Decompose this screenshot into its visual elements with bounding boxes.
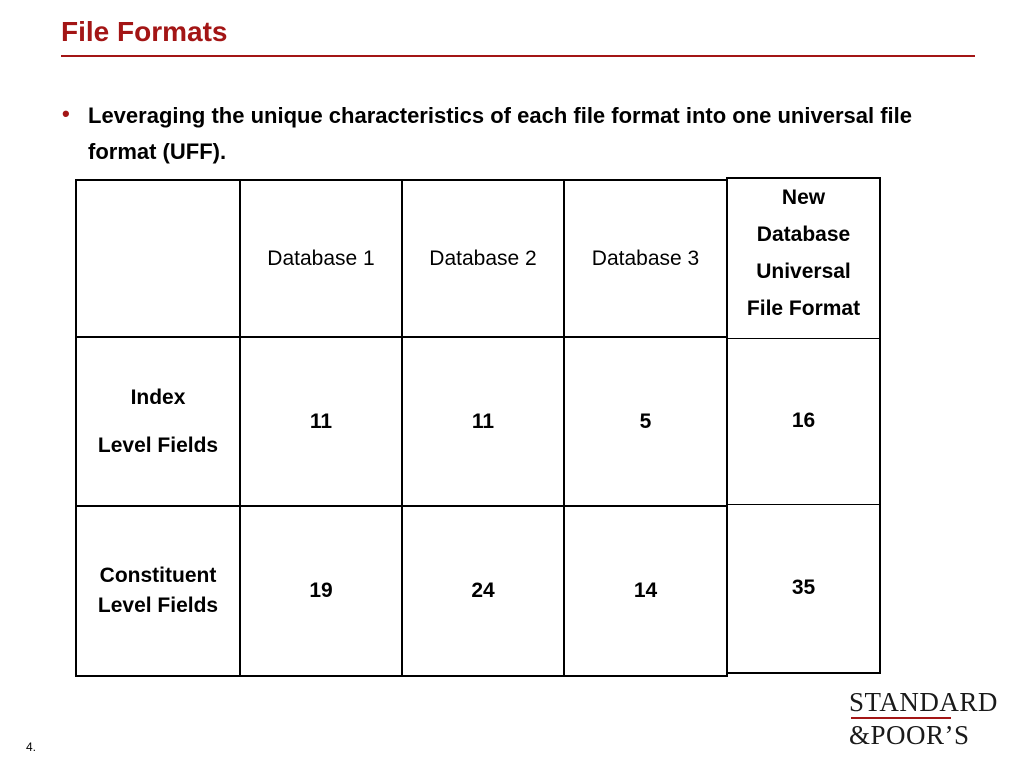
table-cell: 24	[402, 506, 564, 676]
new-database-table	[726, 177, 881, 674]
row-label-line: Index	[130, 385, 186, 409]
header-line: Universal	[756, 260, 851, 283]
logo-line: &POOR’S	[849, 719, 970, 750]
table-cell: 19	[240, 506, 402, 676]
header-line: File Format	[746, 297, 861, 320]
logo-line: STANDARD	[849, 687, 998, 717]
row-label-line: Level Fields	[97, 594, 219, 617]
table-cell: 11	[240, 337, 402, 506]
table-header-row	[76, 180, 727, 337]
title-divider	[61, 55, 975, 57]
bullet-text: Leveraging the unique characteristics of each file format into one universal file format (UFF).	[88, 103, 912, 164]
page-number: 4.	[26, 740, 37, 754]
table-cell: 11	[402, 337, 564, 506]
table-cell: 5	[564, 337, 727, 506]
row-label-line: Level Fields	[97, 433, 219, 457]
table-row	[727, 338, 880, 504]
table-cell: 35	[727, 504, 880, 673]
row-label-line: Constituent	[99, 564, 217, 587]
table-row	[727, 504, 880, 673]
empty-corner-cell	[76, 180, 240, 337]
row-label	[76, 506, 240, 676]
table-row	[76, 506, 727, 676]
column-header: Database 1	[240, 180, 402, 337]
new-database-header-row	[727, 178, 880, 338]
slide-title: File Formats	[61, 16, 228, 47]
comparison-table	[75, 179, 728, 677]
header-line: New	[781, 186, 826, 209]
header-line: Database	[756, 223, 851, 246]
company-logo	[849, 687, 998, 751]
row-label	[76, 337, 240, 506]
column-header: Database 2	[402, 180, 564, 337]
column-header: Database 3	[564, 180, 727, 337]
table-cell: 16	[727, 338, 880, 504]
bullet-marker: •	[62, 101, 70, 126]
new-database-header	[727, 178, 880, 338]
table-cell: 14	[564, 506, 727, 676]
table-row	[76, 337, 727, 506]
